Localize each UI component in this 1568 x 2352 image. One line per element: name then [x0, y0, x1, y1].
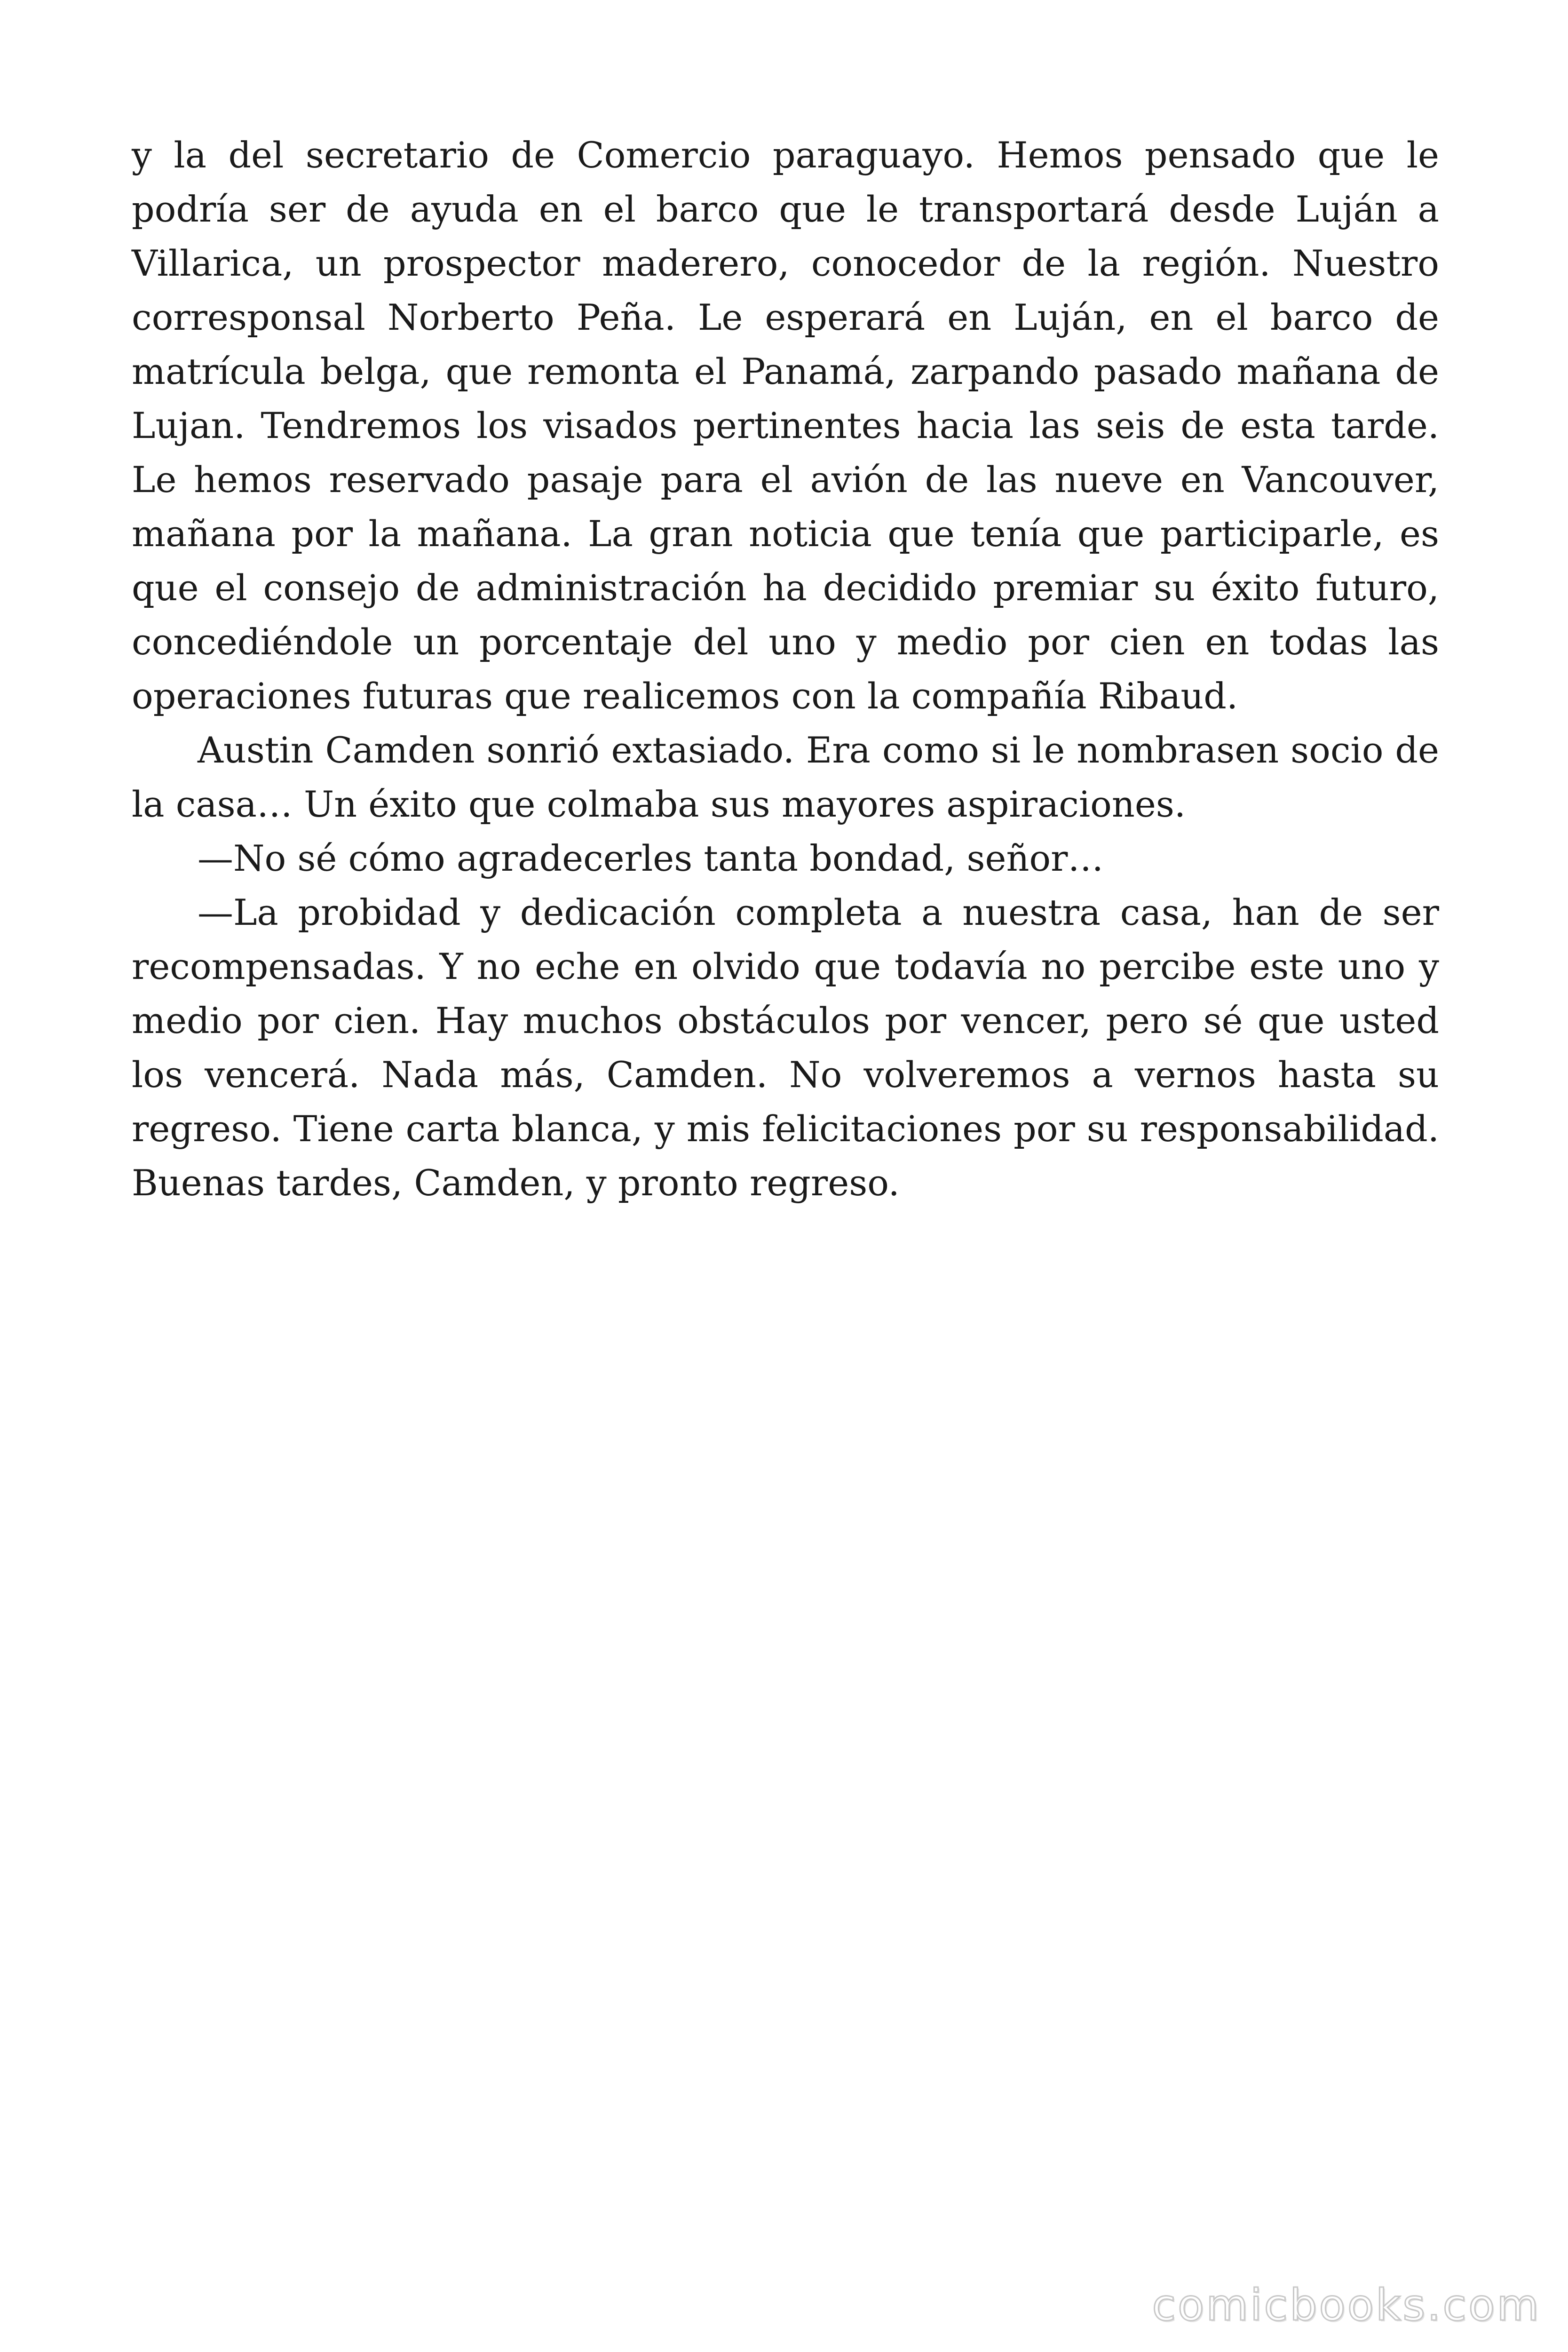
paragraph-dialogue-director: —La probidad y dedicación completa a nuestra casa, han de ser recompensadas. Y no eche en olvido que todavía no percibe este uno y medio por cien. Hay muchos obstáculos por vencer, pero sé que usted los vencerá. Nada más, Camden. No volveremos a vernos hasta su regreso. Tiene carta blanca, y mis felicitaciones por su responsabilidad. Buenas tardes, Camden, y pronto regreso. [132, 891, 1439, 1204]
watermark-logo: comicbooks.com [1152, 2280, 1541, 2330]
paragraph-narration: Austin Camden sonrió extasiado. Era como si le nombrasen socio de la casa… Un éxito que colmaba sus mayores aspiraciones. [132, 729, 1439, 825]
paragraph-dialogue-camden: —No sé cómo agradecerles tanta bondad, señor… [198, 837, 1104, 879]
paragraph-continuation: y la del secretario de Comercio paraguayo. Hemos pensado que le podría ser de ayuda en el barco que le transportará desde Luján a Villarica, un prospector maderero, conocedor de la región. Nuestro corresponsal Norberto Peña. Le esperará en Luján, en el barco de matrícula belga, que remonta el Panamá, zarpando pasado mañana de Lujan. Tendremos los visados pertinentes hacia las seis de esta tarde. Le hemos reservado pasaje para el avión de las nueve en Vancouver, mañana por la mañana. La gran noticia que tenía que participarle, es que el consejo de administración ha decidido premiar su éxito futuro, concediéndole un porcentaje del uno y medio por cien en todas las operaciones futuras que realicemos con la compañía Ribaud. [132, 134, 1439, 717]
page-body [132, 128, 1439, 1210]
